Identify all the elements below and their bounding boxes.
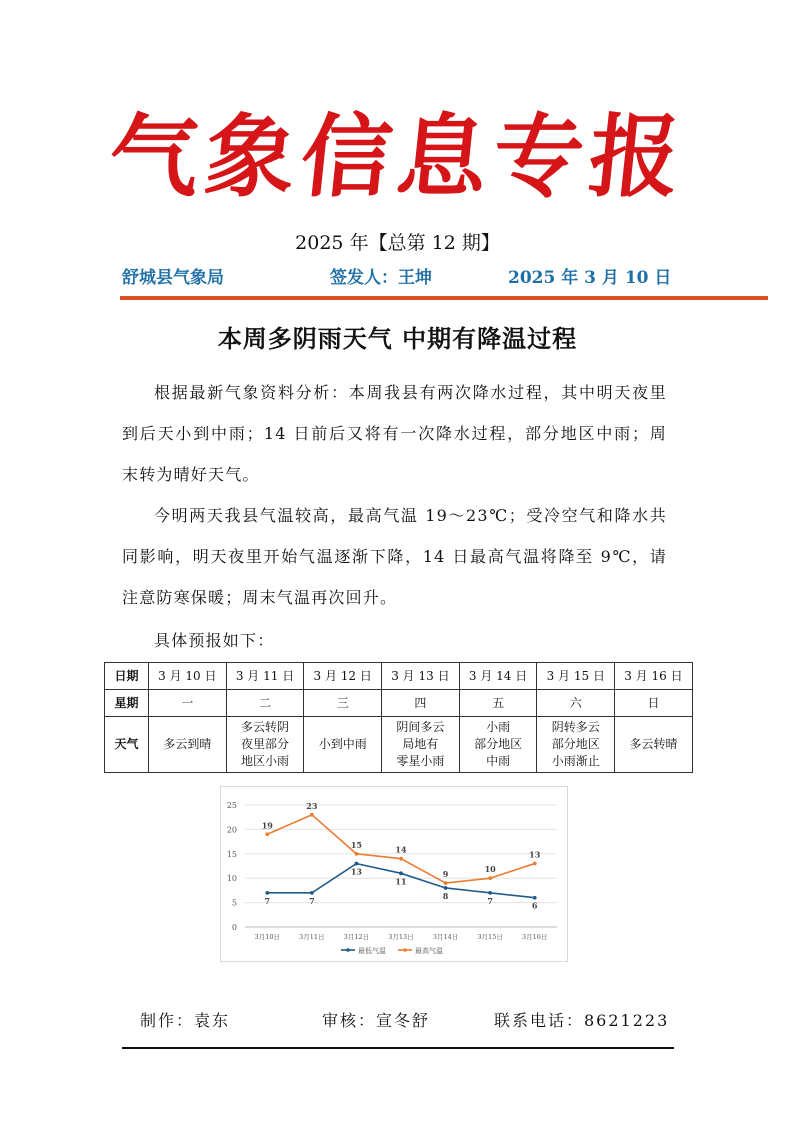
- data-label: 23: [306, 800, 318, 811]
- footer-phone: 联系电话：8621223: [494, 1011, 670, 1030]
- y-tick-label: 5: [231, 898, 237, 908]
- weather-line: 多云到晴: [163, 737, 212, 751]
- weather-cell: [382, 717, 460, 773]
- x-tick-label: 3月14日: [432, 933, 459, 941]
- weather-line: 局地有: [402, 737, 439, 751]
- date-cell: 3 月 13 日: [382, 663, 460, 690]
- x-tick-label: 3月12日: [343, 933, 370, 941]
- row-label-weekday: 星期: [105, 690, 149, 717]
- weather-line: 阴间多云: [396, 720, 445, 734]
- data-point: [310, 813, 314, 817]
- temperature-chart-svg: [221, 787, 567, 961]
- weekday-cell: 五: [459, 690, 537, 717]
- weekday-cell: 一: [149, 690, 227, 717]
- issue-date: 2025 年 3 月 10 日: [508, 268, 672, 288]
- header-divider: [120, 296, 768, 300]
- data-point: [399, 871, 403, 875]
- weather-cell: [615, 717, 693, 773]
- legend-marker: [346, 948, 350, 952]
- weather-line: 夜里部分: [241, 737, 290, 751]
- data-label: 7: [264, 895, 271, 906]
- table-row-weekdays: [105, 690, 693, 717]
- x-tick-label: 3月15日: [477, 933, 503, 941]
- data-point: [310, 891, 314, 895]
- weather-cell: [226, 717, 304, 773]
- date-cell: 3 月 15 日: [537, 663, 615, 690]
- weather-cell: [149, 717, 227, 773]
- weather-line: 阴转多云: [551, 720, 600, 734]
- weather-cell: [304, 717, 382, 773]
- date-cell: 3 月 14 日: [459, 663, 537, 690]
- footer-divider: [122, 1047, 674, 1049]
- weather-line: 部分地区: [551, 737, 600, 751]
- headline: 本周多阴雨天气 中期有降温过程: [217, 324, 578, 353]
- data-label: 7: [487, 895, 493, 906]
- data-point: [355, 852, 359, 856]
- footer-author: 制作：袁东: [140, 1011, 231, 1030]
- footer-reviewer: 审核：宣冬舒: [322, 1011, 431, 1030]
- weather-line: 小雨: [486, 720, 511, 734]
- data-point: [533, 896, 537, 900]
- data-point: [444, 881, 448, 885]
- date-cell: 3 月 11 日: [226, 663, 304, 690]
- legend-label: 最高气温: [415, 947, 443, 955]
- data-label: 14: [395, 844, 407, 855]
- weekday-cell: 三: [304, 690, 382, 717]
- y-tick-label: 0: [231, 923, 237, 932]
- weather-line: 小雨渐止: [551, 754, 600, 768]
- weekday-cell: 四: [382, 690, 460, 717]
- row-label-date: 日期: [105, 663, 149, 690]
- data-label: 8: [442, 890, 449, 901]
- data-label: 11: [395, 876, 407, 887]
- data-point: [488, 891, 492, 895]
- date-cell: 3 月 10 日: [149, 663, 227, 690]
- data-label: 19: [261, 820, 273, 831]
- agency-name: 舒城县气象局: [122, 268, 224, 288]
- weather-line: 小到中雨: [318, 737, 367, 751]
- data-label: 13: [350, 866, 362, 877]
- data-label: 7: [309, 895, 315, 906]
- data-point: [444, 886, 448, 890]
- weather-line: 中雨: [486, 754, 511, 768]
- data-point: [265, 832, 269, 836]
- weather-line: 多云转晴: [629, 737, 678, 751]
- x-tick-label: 3月10日: [254, 933, 280, 941]
- legend-label: 最低气温: [358, 947, 386, 955]
- data-label: 9: [442, 869, 449, 880]
- weather-line: 地区小雨: [241, 754, 290, 768]
- y-tick-label: 15: [226, 849, 237, 859]
- weekday-cell: 六: [537, 690, 615, 717]
- paragraph-intro: 具体预报如下：: [154, 631, 275, 650]
- data-label: 13: [529, 849, 541, 860]
- date-cell: 3 月 16 日: [615, 663, 693, 690]
- weekday-cell: 二: [226, 690, 304, 717]
- issue-number: 2025 年【总第 12 期】: [295, 232, 500, 254]
- table-row-dates: [105, 663, 693, 690]
- table-row-weather: [105, 717, 693, 773]
- data-point: [355, 862, 359, 866]
- data-label: 15: [350, 839, 362, 850]
- y-tick-label: 25: [226, 801, 237, 810]
- data-point: [533, 862, 537, 866]
- temperature-chart: [220, 786, 568, 962]
- paragraph-temperature: 今明两天我县气温较高，最高气温 19～23℃；受冷空气和降水共同影响，明天夜里开始气温逐渐下降，14 日最高气温将降至 9℃，请注意防寒保暖；周末气温再次回升。: [122, 506, 667, 607]
- data-point: [265, 891, 269, 895]
- data-label: 10: [484, 864, 496, 875]
- paragraph-precipitation: 根据最新气象资料分析：本周我县有两次降水过程，其中明天夜里到后天小到中雨；14 日前后又将有一次降水过程，部分地区中雨；周末转为晴好天气。: [122, 383, 667, 484]
- date-cell: 3 月 12 日: [304, 663, 382, 690]
- masthead-title: 气象信息专报: [103, 104, 692, 210]
- x-tick-label: 3月13日: [388, 933, 414, 941]
- weather-line: 零星小雨: [396, 754, 445, 768]
- x-tick-label: 3月16日: [522, 933, 548, 941]
- weekday-cell: 日: [615, 690, 693, 717]
- y-tick-label: 20: [226, 825, 237, 835]
- weather-line: 多云转阴: [241, 720, 290, 734]
- signer: 签发人：王坤: [330, 268, 432, 288]
- data-point: [488, 876, 492, 880]
- x-tick-label: 3月11日: [299, 933, 325, 941]
- row-label-weather: 天气: [105, 717, 149, 773]
- legend-marker: [403, 948, 407, 952]
- data-label: 6: [531, 900, 538, 911]
- data-point: [399, 857, 403, 861]
- weather-line: 部分地区: [474, 737, 523, 751]
- y-tick-label: 10: [226, 874, 237, 884]
- weather-cell: [459, 717, 537, 773]
- forecast-table: [104, 662, 693, 773]
- weather-cell: [537, 717, 615, 773]
